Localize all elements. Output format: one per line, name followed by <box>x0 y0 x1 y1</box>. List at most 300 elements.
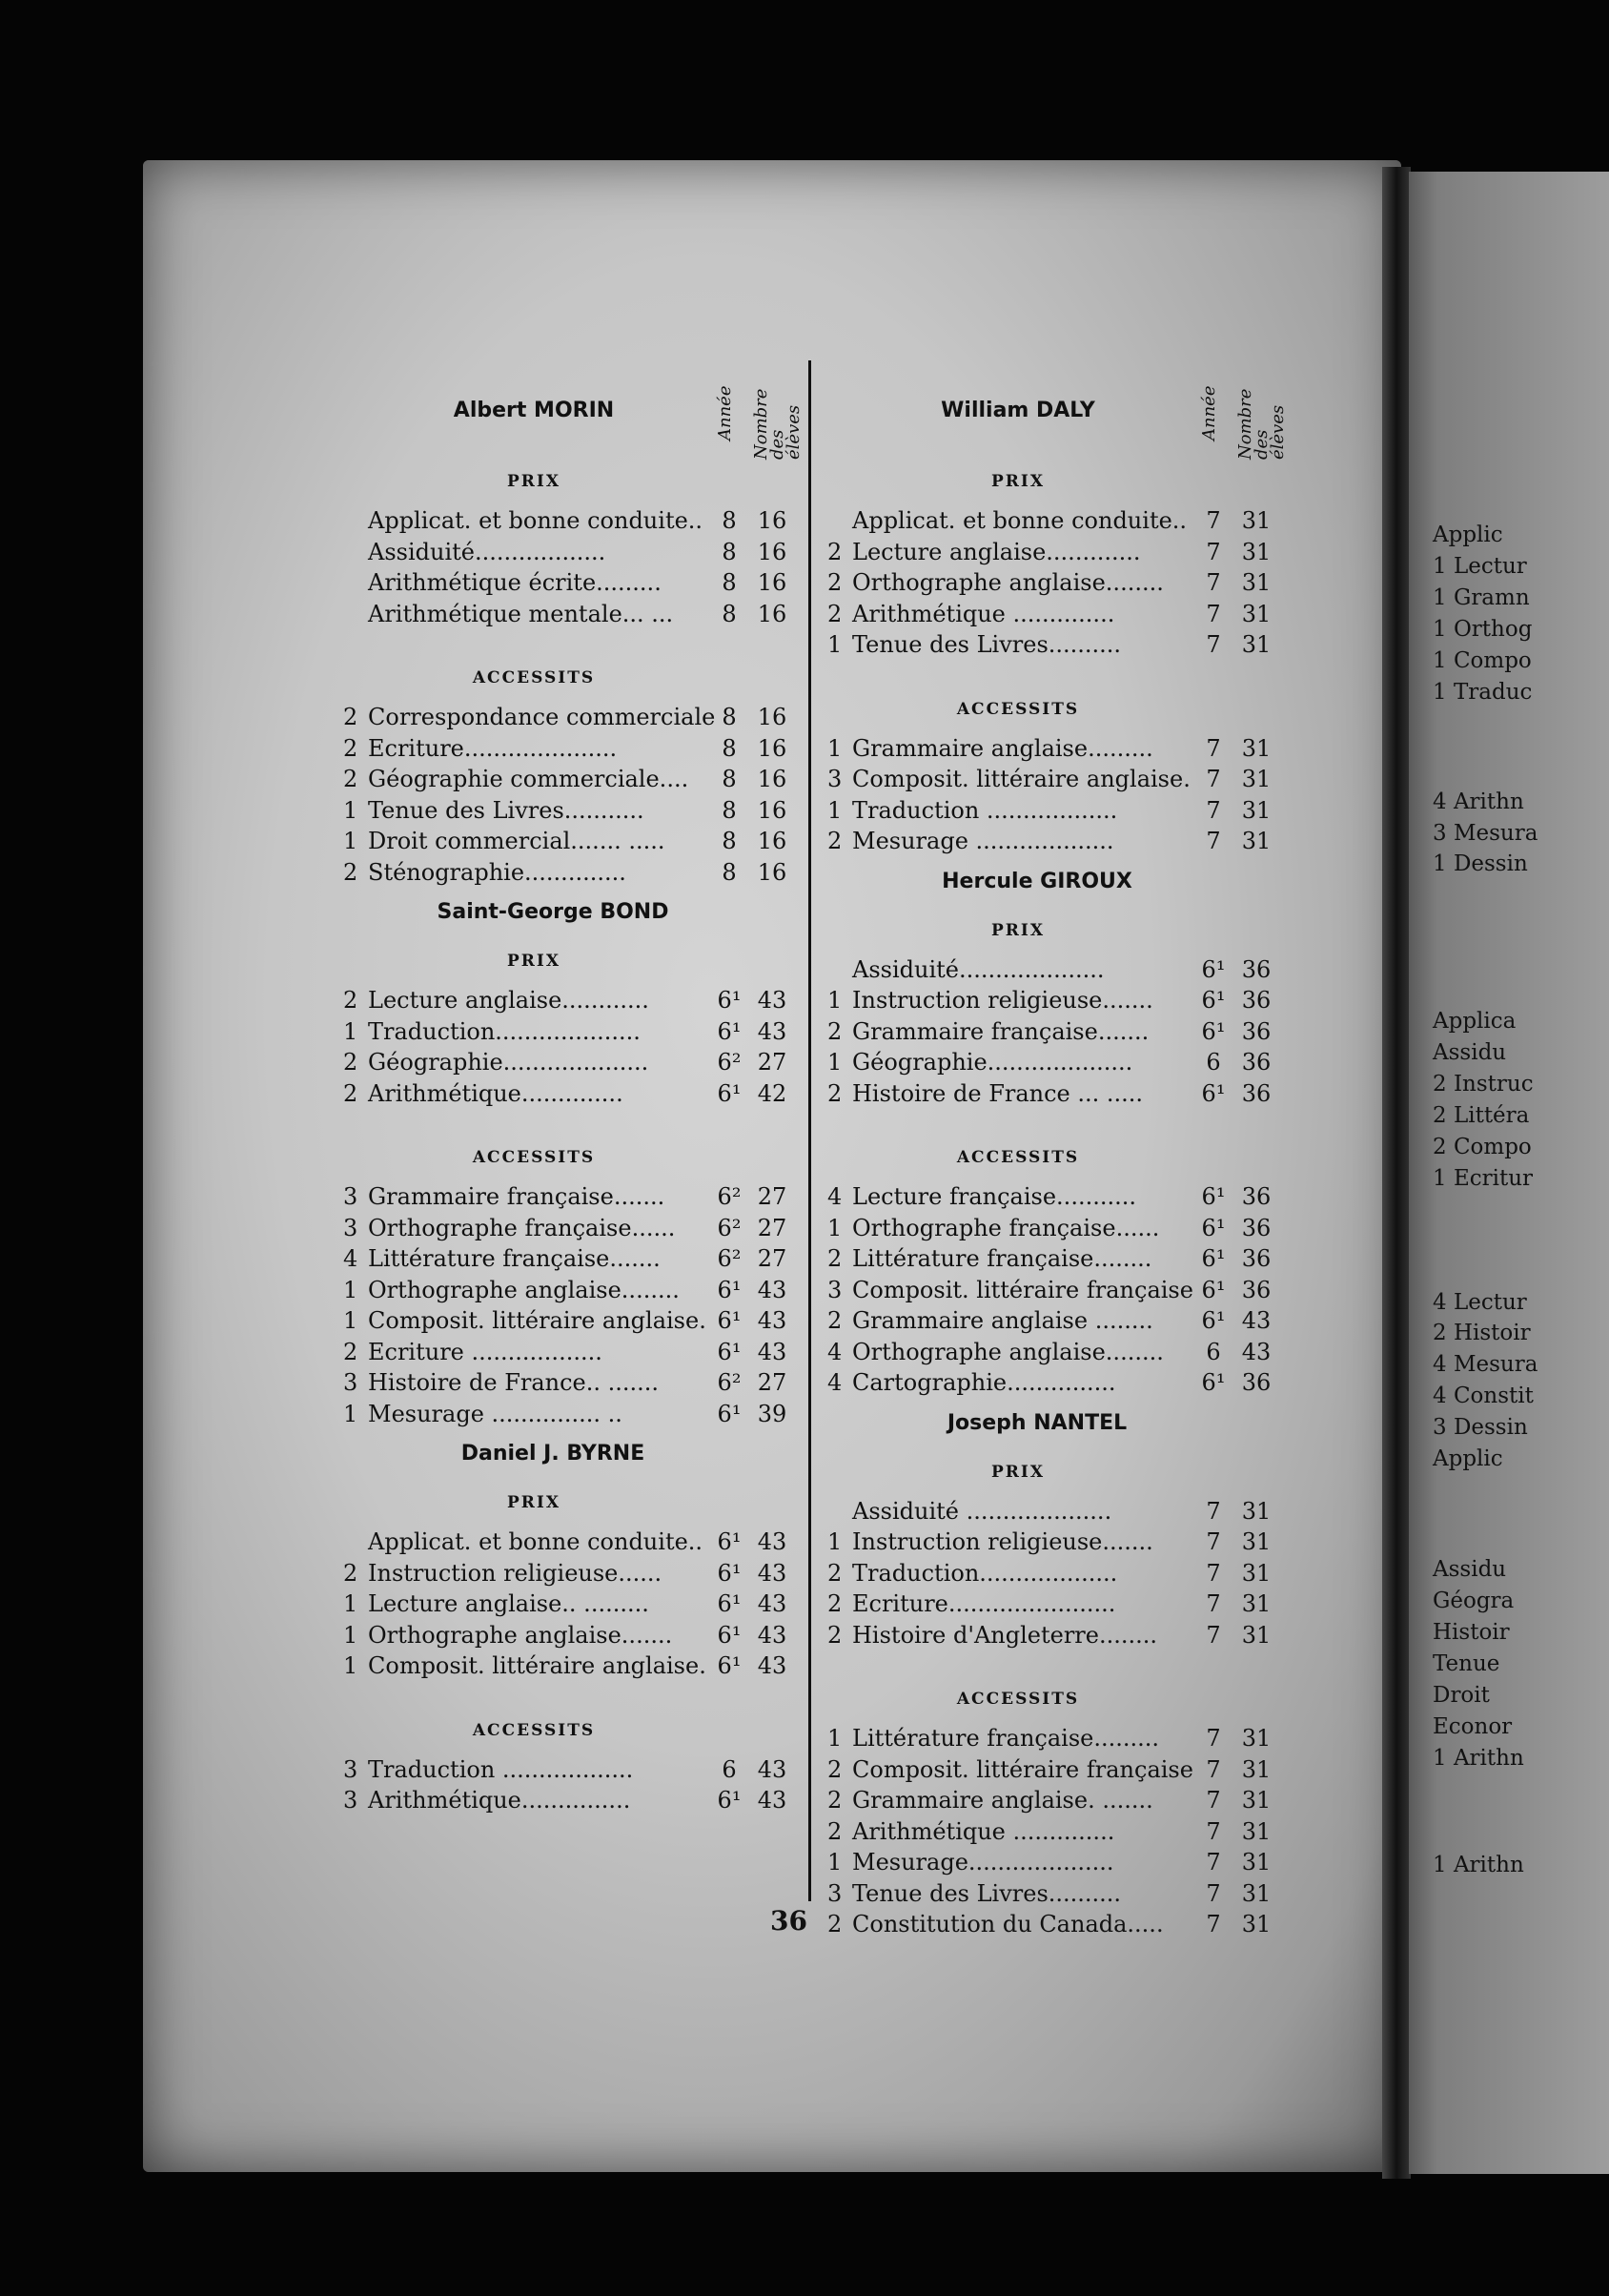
subject-label: Grammaire anglaise. ....... <box>852 1787 1153 1814</box>
student-count: 36 <box>1241 987 1272 1014</box>
annee-value: 7 <box>1206 734 1221 762</box>
adjacent-page-text: 3 Mesura <box>1433 821 1538 846</box>
annee-value: 8 <box>722 766 737 792</box>
annee-value: 7 <box>1206 1787 1221 1814</box>
subject-label: Ecriture....................... <box>852 1590 1116 1617</box>
award-rank: 2 <box>827 538 843 565</box>
subject-label: Constitution du Canada..... <box>852 1911 1164 1937</box>
subject-label: Géographie commerciale.... <box>368 766 689 792</box>
award-rank: 1 <box>827 1849 843 1876</box>
annee-value: 7 <box>1206 766 1221 792</box>
annee-value: 8 <box>722 858 737 886</box>
subject-label: Grammaire française....... <box>852 1017 1150 1045</box>
award-rank: 2 <box>827 1621 843 1649</box>
subject-label: Cartographie............... <box>852 1369 1116 1396</box>
annee-value: 7 <box>1206 1911 1221 1937</box>
adjacent-page-text: Applic <box>1433 523 1503 547</box>
subject-label: Arithmétique.............. <box>368 1079 623 1107</box>
award-rank: 2 <box>827 1590 843 1617</box>
annee-value: 7 <box>1206 1528 1221 1555</box>
adjacent-page-text: 4 Lectur <box>1433 1290 1527 1315</box>
award-row <box>827 985 1437 1016</box>
subject-label: Orthographe anglaise....... <box>368 1621 673 1649</box>
annee-value: 8 <box>722 569 737 596</box>
award-row <box>827 954 1437 986</box>
annee-value: 7 <box>1206 828 1221 854</box>
annee-value: 7 <box>1206 569 1221 596</box>
student-header-row <box>827 385 1437 460</box>
award-row <box>827 1078 1437 1110</box>
adjacent-page-text: 4 Arithn <box>1433 789 1524 814</box>
subject-label: Arithmétique .............. <box>852 600 1115 627</box>
student-count: 43 <box>1241 1307 1272 1334</box>
adjacent-page-text: 1 Dessin <box>1433 851 1528 876</box>
annee-value: 6¹ <box>717 1652 742 1679</box>
award-rank: 2 <box>827 1307 843 1334</box>
adjacent-page-text: 2 Compo <box>1433 1135 1532 1159</box>
annee-value: 7 <box>1206 796 1221 824</box>
subject-label: Histoire d'Angleterre........ <box>852 1621 1158 1649</box>
section-heading: ACCESSITS <box>956 1690 1080 1709</box>
student-count: 43 <box>757 1307 787 1334</box>
student-count: 31 <box>1241 569 1272 596</box>
annee-value: 8 <box>722 507 737 534</box>
award-row <box>827 1527 1437 1558</box>
student-name: Saint-George BOND <box>437 900 669 924</box>
annee-value: 8 <box>722 600 737 627</box>
student-count: 36 <box>1241 1017 1272 1045</box>
student-count: 43 <box>757 1590 787 1617</box>
annee-value: 8 <box>722 796 737 824</box>
adjacent-page-text: 1 Lectur <box>1433 554 1527 579</box>
award-row <box>827 795 1437 827</box>
annee-value: 8 <box>722 704 737 730</box>
adjacent-page-text: Tenue <box>1433 1651 1500 1676</box>
award-rank: 1 <box>343 1017 358 1045</box>
student-count: 16 <box>757 704 787 730</box>
section-heading: PRIX <box>506 952 561 971</box>
award-rank: 2 <box>343 1049 358 1076</box>
subject-label: Grammaire anglaise......... <box>852 734 1153 762</box>
student-count: 43 <box>757 1017 787 1045</box>
annee-value: 6² <box>717 1049 742 1076</box>
adjacent-page-text: 4 Mesura <box>1433 1352 1538 1377</box>
subject-label: Grammaire française....... <box>368 1183 665 1210</box>
adjacent-page-text: Géogra <box>1433 1589 1515 1613</box>
student-count: 16 <box>757 828 787 854</box>
annee-value: 7 <box>1206 1559 1221 1587</box>
adjacent-page-text: 1 Arithn <box>1433 1853 1524 1877</box>
award-rank: 1 <box>343 1276 358 1303</box>
subject-label: Orthographe anglaise........ <box>852 1338 1164 1365</box>
section-heading: ACCESSITS <box>472 1720 596 1740</box>
student-count: 31 <box>1241 1725 1272 1752</box>
award-row <box>827 1275 1437 1306</box>
section-heading: PRIX <box>990 1462 1046 1482</box>
annee-value: 7 <box>1206 600 1221 627</box>
nombre-eleves-column-header: Nombre des élèves <box>751 388 804 460</box>
award-rank: 1 <box>827 1214 843 1241</box>
student-count: 27 <box>757 1183 787 1210</box>
student-count: 36 <box>1241 1245 1272 1272</box>
subject-label: Arithmétique .............. <box>852 1817 1115 1845</box>
award-rank: 1 <box>827 631 843 658</box>
award-rank: 2 <box>343 1338 358 1365</box>
student-count: 36 <box>1241 955 1272 983</box>
student-count: 16 <box>757 569 787 596</box>
subject-label: Mesurage ................... <box>852 828 1114 854</box>
subject-label: Instruction religieuse...... <box>368 1559 662 1587</box>
adjacent-page-text: 3 Dessin <box>1433 1415 1528 1440</box>
annee-value: 7 <box>1206 1497 1221 1525</box>
award-rank: 2 <box>343 1559 358 1587</box>
award-rank: 2 <box>343 766 358 792</box>
student-count: 31 <box>1241 1911 1272 1937</box>
student-count: 36 <box>1241 1183 1272 1210</box>
award-rank: 1 <box>827 734 843 762</box>
award-rank: 3 <box>343 1183 358 1210</box>
award-rank: 1 <box>827 1725 843 1752</box>
student-count: 31 <box>1241 1879 1272 1907</box>
subject-label: Lecture française........... <box>852 1183 1136 1210</box>
student-count: 31 <box>1241 828 1272 854</box>
award-rank: 2 <box>827 1559 843 1587</box>
adjacent-page-text: 2 Instruc <box>1433 1072 1534 1097</box>
annee-value: 7 <box>1206 507 1221 534</box>
subject-label: Traduction................... <box>852 1559 1118 1587</box>
award-row <box>827 1589 1437 1620</box>
subject-label: Mesurage ............... .. <box>368 1400 622 1427</box>
annee-value: 7 <box>1206 1817 1221 1845</box>
student-count: 43 <box>757 1276 787 1303</box>
annee-value: 6¹ <box>717 1276 742 1303</box>
annee-value: 6¹ <box>1201 1079 1226 1107</box>
award-row <box>827 1723 1437 1754</box>
award-rank: 1 <box>827 796 843 824</box>
award-row <box>827 1847 1437 1878</box>
award-row <box>827 1909 1437 1940</box>
award-rank: 2 <box>343 704 358 730</box>
award-row <box>827 629 1437 661</box>
award-row <box>827 1213 1437 1244</box>
award-rank: 3 <box>827 766 843 792</box>
student-count: 31 <box>1241 507 1272 534</box>
annee-value: 6¹ <box>717 1338 742 1365</box>
subject-label: Lecture anglaise............. <box>852 538 1141 565</box>
subject-label: Littérature française......... <box>852 1725 1160 1752</box>
subject-label: Composit. littéraire française <box>852 1755 1193 1783</box>
subject-label: Applicat. et bonne conduite.. <box>852 507 1188 534</box>
adjacent-page-fragment <box>1409 172 1609 2174</box>
award-row <box>827 764 1437 795</box>
award-row <box>827 1047 1437 1078</box>
annee-value: 6¹ <box>717 1307 742 1334</box>
adjacent-page-text: 1 Gramn <box>1433 585 1530 610</box>
award-row <box>827 537 1437 568</box>
annee-value: 6² <box>717 1245 742 1272</box>
award-rank: 1 <box>343 1307 358 1334</box>
award-rank: 2 <box>827 1017 843 1045</box>
student-count: 27 <box>757 1369 787 1396</box>
award-row <box>827 1496 1437 1527</box>
student-count: 16 <box>757 538 787 565</box>
award-rank: 2 <box>343 858 358 886</box>
subject-label: Tenue des Livres.......... <box>852 1879 1122 1907</box>
section-heading: PRIX <box>506 1493 561 1512</box>
subject-label: Ecriture .................. <box>368 1338 602 1365</box>
student-count: 31 <box>1241 796 1272 824</box>
subject-label: Orthographe anglaise........ <box>368 1276 680 1303</box>
award-row <box>827 567 1437 599</box>
annee-value: 6¹ <box>1201 1017 1226 1045</box>
annee-value: 6 <box>1206 1338 1221 1365</box>
award-row <box>827 733 1437 765</box>
adjacent-page-text: 1 Ecritur <box>1433 1166 1534 1191</box>
adjacent-page-text: 1 Traduc <box>1433 680 1533 705</box>
annee-value: 6¹ <box>1201 987 1226 1014</box>
subject-label: Orthographe française...... <box>852 1214 1160 1241</box>
annee-column-header: Année <box>1199 385 1219 441</box>
subject-label: Traduction .................. <box>368 1755 634 1783</box>
award-row <box>827 1243 1437 1275</box>
student-count: 43 <box>757 987 787 1014</box>
annee-value: 6¹ <box>717 987 742 1014</box>
award-row <box>827 599 1437 630</box>
award-row <box>827 1878 1437 1910</box>
annee-value: 7 <box>1206 1755 1221 1783</box>
student-name: William DALY <box>941 399 1095 422</box>
subject-label: Littérature française........ <box>852 1245 1152 1272</box>
award-rank: 1 <box>827 987 843 1014</box>
subject-label: Applicat. et bonne conduite.. <box>368 507 703 534</box>
subject-label: Composit. littéraire anglaise. <box>368 1652 706 1679</box>
award-rank: 3 <box>343 1755 358 1783</box>
subject-label: Correspondance commerciale <box>368 704 716 730</box>
award-rank: 1 <box>827 1049 843 1076</box>
award-rank: 1 <box>343 1652 358 1679</box>
student-count: 43 <box>757 1621 787 1649</box>
adjacent-page-text: 1 Orthog <box>1433 617 1533 642</box>
subject-label: Littérature française....... <box>368 1245 661 1272</box>
student-count: 31 <box>1241 1787 1272 1814</box>
student-count: 31 <box>1241 1559 1272 1587</box>
student-name: Daniel J. BYRNE <box>460 1442 645 1466</box>
award-row <box>827 1367 1437 1399</box>
award-rank: 2 <box>827 1787 843 1814</box>
award-rank: 2 <box>827 828 843 854</box>
annee-value: 6¹ <box>1201 1214 1226 1241</box>
student-count: 42 <box>757 1079 787 1107</box>
student-count: 27 <box>757 1214 787 1241</box>
subject-label: Applicat. et bonne conduite.. <box>368 1528 703 1555</box>
student-count: 16 <box>757 796 787 824</box>
student-count: 31 <box>1241 1590 1272 1617</box>
annee-value: 6¹ <box>717 1559 742 1587</box>
award-rank: 2 <box>827 600 843 627</box>
annee-value: 6¹ <box>717 1787 742 1814</box>
student-count: 43 <box>757 1338 787 1365</box>
award-row <box>827 1181 1437 1213</box>
subject-label: Orthographe anglaise........ <box>852 569 1164 596</box>
subject-label: Orthographe française...... <box>368 1214 676 1241</box>
award-rank: 2 <box>827 1245 843 1272</box>
award-rank: 2 <box>343 1079 358 1107</box>
subject-label: Arithmétique............... <box>368 1787 631 1814</box>
student-count: 36 <box>1241 1079 1272 1107</box>
student-count: 31 <box>1241 766 1272 792</box>
award-rank: 1 <box>343 828 358 854</box>
student-count: 16 <box>757 734 787 762</box>
award-rank: 3 <box>343 1369 358 1396</box>
annee-column-header: Année <box>715 385 735 441</box>
subject-label: Ecriture..................... <box>368 734 618 762</box>
annee-value: 6¹ <box>717 1590 742 1617</box>
award-rank: 3 <box>343 1214 358 1241</box>
award-row <box>827 1785 1437 1816</box>
student-count: 43 <box>757 1559 787 1587</box>
student-name: Joseph NANTEL <box>947 1410 1128 1435</box>
subject-label: Composit. littéraire anglaise. <box>368 1307 706 1334</box>
subject-label: Droit commercial....... ..... <box>368 828 665 854</box>
right-column <box>827 385 1437 1940</box>
annee-value: 6¹ <box>1201 1245 1226 1272</box>
student-count: 31 <box>1241 1849 1272 1876</box>
adjacent-page-text: Assidu <box>1433 1557 1507 1582</box>
award-rank: 4 <box>827 1338 843 1365</box>
section-spacer <box>827 1109 1437 1134</box>
student-count: 27 <box>757 1049 787 1076</box>
annee-value: 8 <box>722 538 737 565</box>
student-count: 36 <box>1241 1049 1272 1076</box>
adjacent-page-text: 1 Arithn <box>1433 1746 1524 1771</box>
award-rank: 4 <box>827 1369 843 1396</box>
award-rank: 2 <box>827 1755 843 1783</box>
annee-value: 6² <box>717 1214 742 1241</box>
adjacent-page-text: Histoir <box>1433 1620 1510 1645</box>
award-rank: 1 <box>827 1528 843 1555</box>
annee-value: 7 <box>1206 1621 1221 1649</box>
student-count: 36 <box>1241 1369 1272 1396</box>
annee-value: 6¹ <box>1201 1369 1226 1396</box>
award-row <box>827 1337 1437 1368</box>
student-name: Hercule GIROUX <box>942 869 1132 893</box>
adjacent-page-text: Applic <box>1433 1446 1503 1471</box>
adjacent-page-text: 1 Compo <box>1433 648 1532 673</box>
award-rank: 4 <box>827 1183 843 1210</box>
award-row <box>827 1620 1437 1651</box>
annee-value: 7 <box>1206 1725 1221 1752</box>
award-rank: 3 <box>343 1787 358 1814</box>
adjacent-page-text: 2 Littéra <box>1433 1103 1530 1128</box>
subject-label: Instruction religieuse....... <box>852 1528 1153 1555</box>
section-heading: PRIX <box>990 920 1046 940</box>
section-heading: ACCESSITS <box>472 1148 596 1167</box>
subject-label: Lecture anglaise.. ......... <box>368 1590 649 1617</box>
subject-label: Composit. littéraire anglaise. <box>852 766 1191 792</box>
student-count: 16 <box>757 858 787 886</box>
annee-value: 6¹ <box>1201 1183 1226 1210</box>
student-count: 31 <box>1241 1755 1272 1783</box>
annee-value: 6¹ <box>717 1528 742 1555</box>
subject-label: Assiduité.................... <box>852 955 1105 983</box>
student-count: 27 <box>757 1245 787 1272</box>
subject-label: Mesurage.................... <box>852 1849 1114 1876</box>
subject-label: Grammaire anglaise ........ <box>852 1307 1153 1334</box>
subject-label: Tenue des Livres........... <box>368 796 644 824</box>
annee-value: 6¹ <box>717 1621 742 1649</box>
student-count: 31 <box>1241 631 1272 658</box>
student-name: Albert MORIN <box>453 399 615 422</box>
adjacent-page-text: Applica <box>1433 1009 1517 1034</box>
section-spacer <box>827 1650 1437 1675</box>
subject-label: Assiduité.................. <box>368 538 606 565</box>
section-heading: PRIX <box>506 472 561 491</box>
award-row <box>827 1754 1437 1786</box>
award-row <box>827 1305 1437 1337</box>
award-rank: 1 <box>343 1590 358 1617</box>
adjacent-page-text: 4 Constit <box>1433 1384 1534 1408</box>
section-heading: ACCESSITS <box>956 699 1080 719</box>
annee-value: 6¹ <box>717 1017 742 1045</box>
student-count: 16 <box>757 600 787 627</box>
student-count: 31 <box>1241 1528 1272 1555</box>
student-count: 31 <box>1241 1497 1272 1525</box>
subject-label: Traduction.................... <box>368 1017 641 1045</box>
adjacent-page-text: 2 Histoir <box>1433 1321 1531 1345</box>
student-count: 43 <box>757 1652 787 1679</box>
student-count: 16 <box>757 507 787 534</box>
student-count: 39 <box>757 1400 787 1427</box>
annee-value: 7 <box>1206 631 1221 658</box>
subject-label: Sténographie.............. <box>368 858 626 886</box>
award-rank: 2 <box>827 1079 843 1107</box>
award-row <box>827 1558 1437 1589</box>
annee-value: 6¹ <box>1201 955 1226 983</box>
subject-label: Assiduité .................... <box>852 1497 1112 1525</box>
subject-label: Composit. littéraire française <box>852 1276 1193 1303</box>
award-row <box>827 1816 1437 1848</box>
student-count: 31 <box>1241 1817 1272 1845</box>
annee-value: 7 <box>1206 538 1221 565</box>
subject-label: Géographie.................... <box>368 1049 649 1076</box>
nombre-eleves-column-header: Nombre des élèves <box>1235 388 1288 460</box>
student-count: 36 <box>1241 1276 1272 1303</box>
annee-value: 6 <box>722 1755 737 1783</box>
award-rank: 2 <box>827 569 843 596</box>
annee-value: 6¹ <box>1201 1276 1226 1303</box>
student-count: 31 <box>1241 734 1272 762</box>
section-heading: PRIX <box>990 472 1046 491</box>
subject-label: Arithmétique mentale... ... <box>368 600 674 627</box>
annee-value: 6¹ <box>717 1079 742 1107</box>
subject-label: Lecture anglaise............ <box>368 987 649 1014</box>
adjacent-page-text: Droit <box>1433 1683 1490 1708</box>
subject-label: Instruction religieuse....... <box>852 987 1153 1014</box>
award-rank: 1 <box>343 1400 358 1427</box>
award-row <box>827 1016 1437 1048</box>
student-count: 31 <box>1241 600 1272 627</box>
annee-value: 8 <box>722 828 737 854</box>
section-heading: ACCESSITS <box>956 1148 1080 1167</box>
adjacent-page-text: Econor <box>1433 1714 1513 1739</box>
student-count: 31 <box>1241 1621 1272 1649</box>
award-rank: 2 <box>827 1911 843 1937</box>
award-rank: 1 <box>343 796 358 824</box>
student-count: 31 <box>1241 538 1272 565</box>
annee-value: 6 <box>1206 1049 1221 1076</box>
section-heading: ACCESSITS <box>472 668 596 687</box>
student-count: 43 <box>757 1787 787 1814</box>
